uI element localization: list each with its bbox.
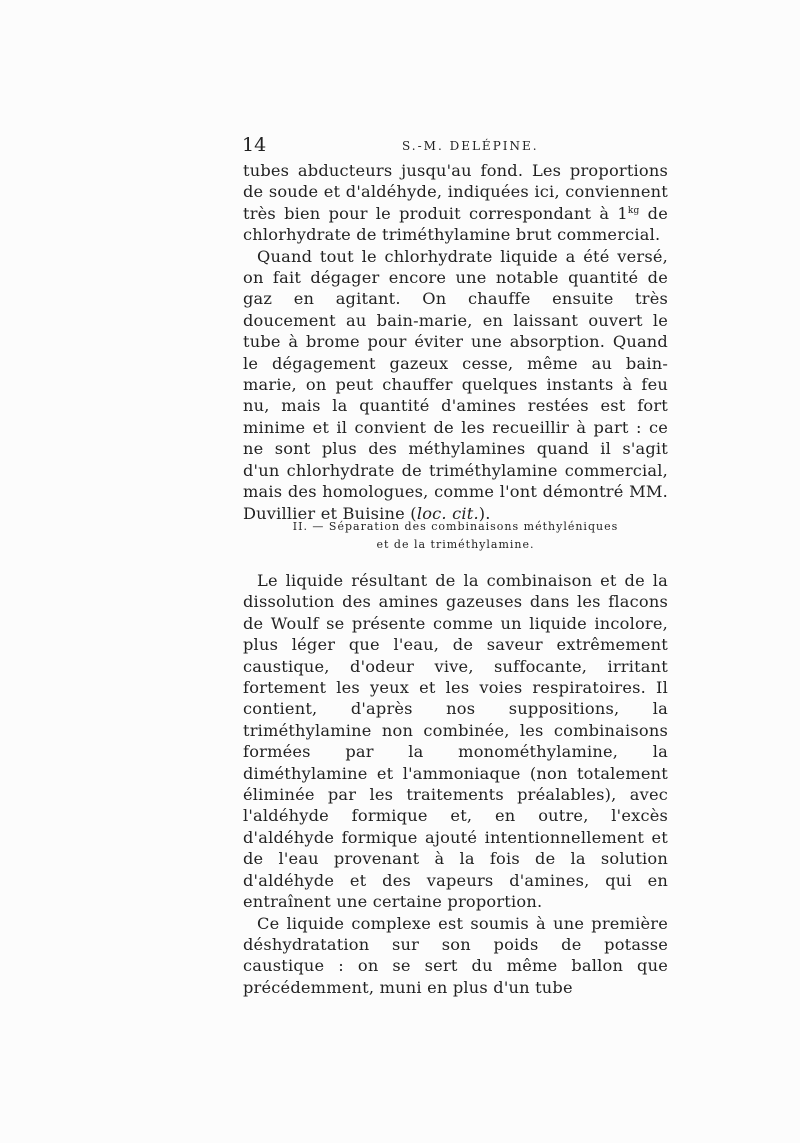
paragraph: Ce liquide complexe est soumis à une première déshydratation sur son poids de potasse caustique : on se sert du même ballon que précédemment, muni en plus d'un tube — [243, 913, 668, 997]
paragraph — [243, 246, 668, 524]
paragraph-text: tubes abducteurs jusqu'au fond. Les proportions de soude et d'aldéhyde, indiquées ici, conviennent très bien pour le produit correspondant à 1 — [243, 161, 668, 223]
text-block-top — [243, 160, 668, 524]
page-number: 14 — [242, 134, 267, 156]
page-header — [242, 134, 667, 158]
section-heading-line-1: II. — Séparation des combinaisons méthyléniques — [292, 520, 619, 533]
section-heading — [243, 518, 668, 554]
citation-italic: loc. cit. — [416, 503, 479, 523]
text-block-bottom — [243, 570, 668, 998]
paragraph: Le liquide résultant de la combinaison et de la dissolution des amines gazeuses dans les flacons de Woulf se présente comme un liquide incolore, plus léger que l'eau, de saveur extrêmement caustique, d'odeur vive, suffocante, irritant fortement les yeux et les voies respiratoires. Il contient, d'après nos suppositions, la triméthylamine non combinée, les combinaisons formées par la monométhylamine, la diméthylamine et l'ammoniaque (non totalement éliminée par les traitements préalables), avec l'aldéhyde formique et, en outre, l'excès d'aldéhyde formique ajouté intentionnellement et de l'eau provenant à la fois de la solution d'aldéhyde et des vapeurs d'amines, qui en entraînent une certaine proportion. — [243, 571, 668, 912]
section-heading-line-2: et de la triméthylamine. — [376, 538, 535, 551]
superscript-unit: kg — [627, 205, 640, 216]
paragraph — [243, 160, 668, 246]
running-head: S.-M. DELÉPINE. — [402, 139, 539, 153]
paragraph-text: Quand tout le chlorhydrate liquide a été versé, on fait dégager encore une notable quantité de gaz en agitant. On chauffe ensuite très doucement au bain-marie, en laissant ouvert le tube à brome pour éviter une absorption. Quand le dégagement gazeux cesse, même au bain-marie, on peut chauffer quelques instants à feu nu, mais la quantité d'amines restées est fort minime et il convient de les recueillir à part : ce ne sont plus des méthylamines quand il s'agit d'un chlorhydrate de triméthylamine commercial, mais des homologues, comme l'ont démontré MM. Duvillier et Buisine ( — [243, 246, 668, 523]
paragraph-text: de chlorhydrate de triméthylamine brut commercial. — [243, 203, 668, 245]
paragraph-text: ). — [478, 503, 491, 523]
